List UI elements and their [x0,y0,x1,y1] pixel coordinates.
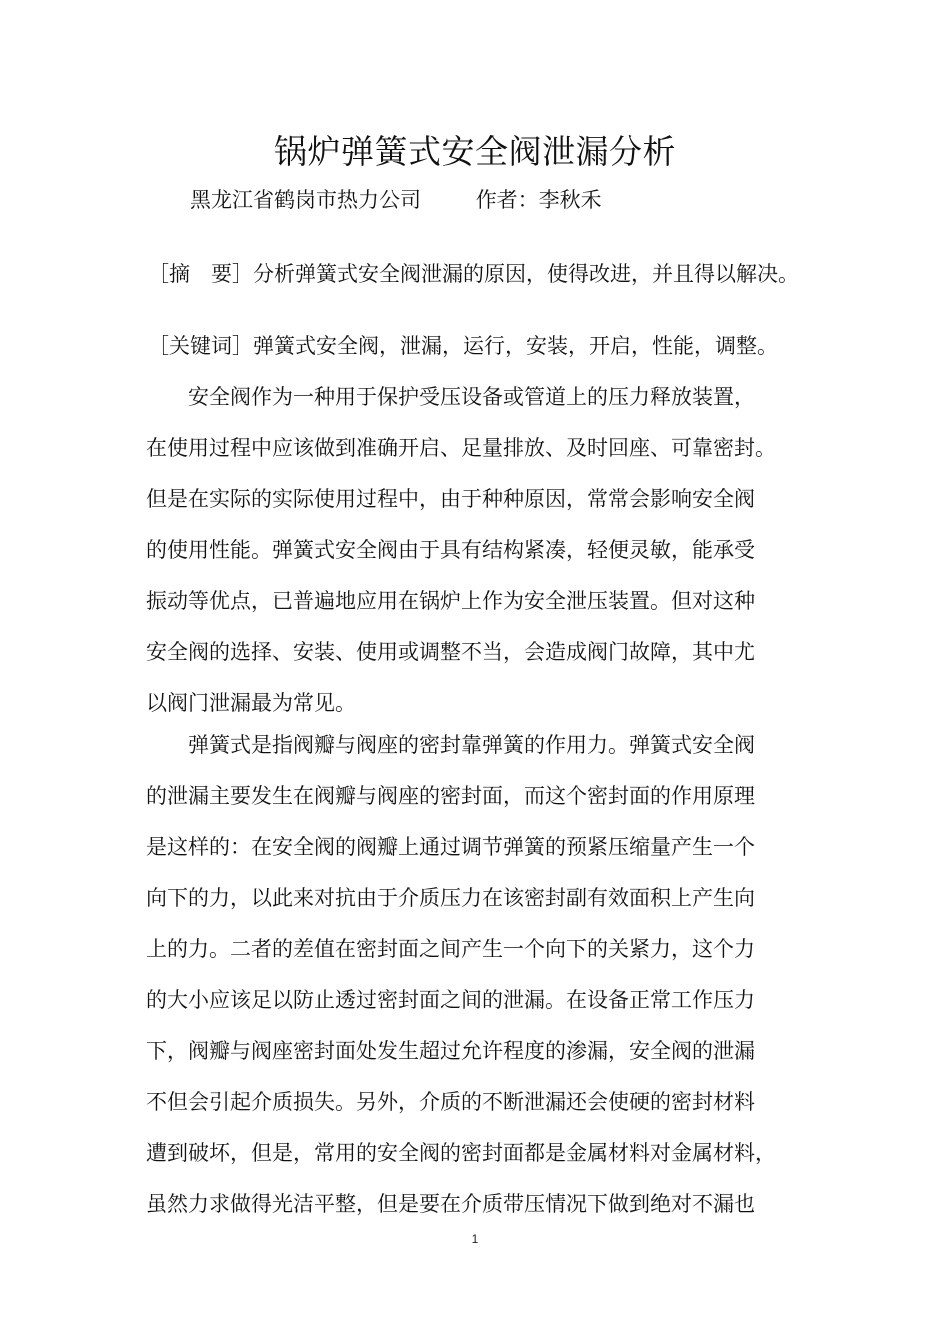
author-name: 作者：李秋禾 [475,188,602,212]
paragraph-line: 的使用性能。弹簧式安全阀由于具有结构紧凑，轻便灵敏，能承受 [146,538,755,562]
byline [190,184,602,214]
page-number: 1 [471,1232,479,1246]
paragraph-line: 但是在实际的实际使用过程中，由于种种原因，常常会影响安全阀 [146,487,755,511]
paragraph-line: 不但会引起介质损失。另外，介质的不断泄漏还会使硬的密封材料 [146,1090,755,1114]
keywords: ［关键词］弹簧式安全阀，泄漏，运行，安装，开启，性能，调整。 [148,334,778,358]
organization-name: 黑龙江省鹤岗市热力公司 [190,188,421,212]
paragraph-line: 的泄漏主要发生在阀瓣与阀座的密封面，而这个密封面的作用原理 [146,784,755,808]
body-paragraph [146,372,816,729]
abstract: ［摘 要］分析弹簧式安全阀泄漏的原因，使得改进，并且得以解决。 [148,262,799,286]
paragraph-line: 在使用过程中应该做到准确开启、足量排放、及时回座、可靠密封。 [146,436,776,460]
paragraph-line: 安全阀作为一种用于保护受压设备或管道上的压力释放装置， [188,385,755,409]
document-title: 锅炉弹簧式安全阀泄漏分析 [274,132,676,171]
paragraph-line: 是这样的：在安全阀的阀瓣上通过调节弹簧的预紧压缩量产生一个 [146,835,755,859]
paragraph-line: 下，阀瓣与阀座密封面处发生超过允许程度的渗漏，安全阀的泄漏 [146,1039,755,1063]
paragraph-line: 振动等优点，已普遍地应用在锅炉上作为安全泄压装置。但对这种 [146,589,755,613]
paragraph-line: 虽然力求做得光洁平整，但是要在介质带压情况下做到绝对不漏也 [146,1192,755,1216]
paragraph-line: 遭到破坏，但是，常用的安全阀的密封面都是金属材料对金属材料， [146,1141,776,1165]
paragraph-line: 以阀门泄漏最为常见。 [146,691,356,715]
body-paragraph [146,720,816,1230]
paragraph-line: 的大小应该足以防止透过密封面之间的泄漏。在设备正常工作压力 [146,988,755,1012]
paragraph-line: 安全阀的选择、安装、使用或调整不当，会造成阀门故障，其中尤 [146,640,755,664]
paragraph-line: 上的力。二者的差值在密封面之间产生一个向下的关紧力，这个力 [146,937,755,961]
paragraph-line: 弹簧式是指阀瓣与阀座的密封靠弹簧的作用力。弹簧式安全阀 [188,733,755,757]
paragraph-line: 向下的力，以此来对抗由于介质压力在该密封副有效面积上产生向 [146,886,755,910]
